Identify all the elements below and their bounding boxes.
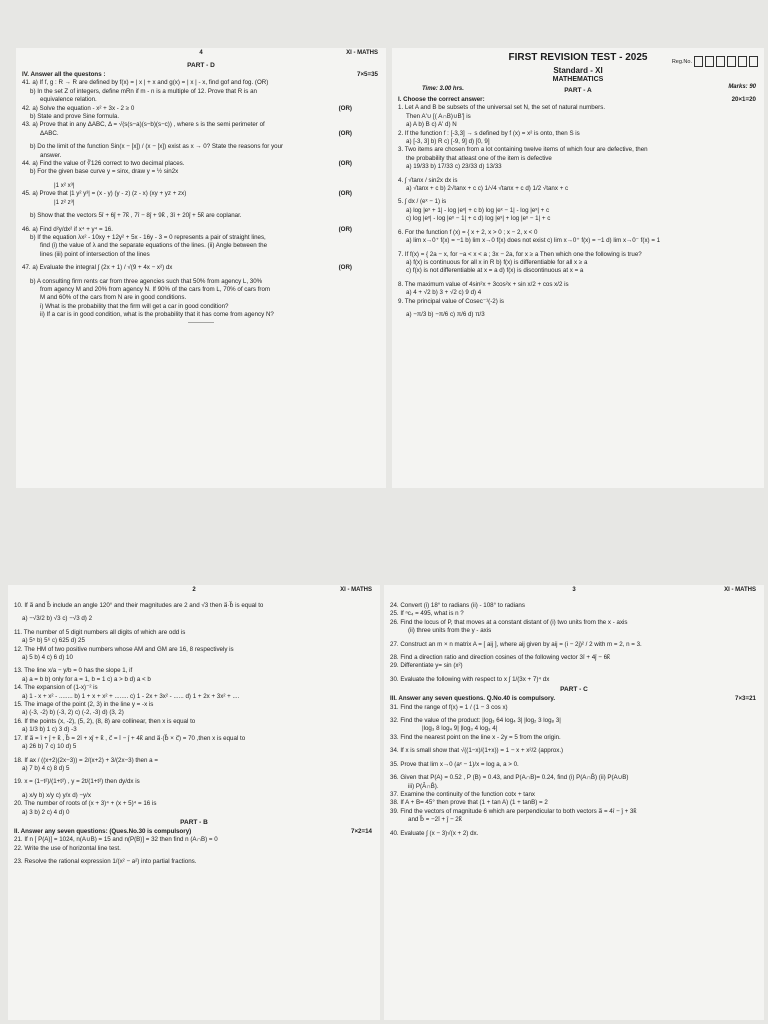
question-line: [8, 709, 380, 717]
question-text: 8. The maximum value of 4sin²x + 3cos²x + sin x/2 + cos x/2 is: [398, 280, 569, 288]
question-text: 27. Construct an m × n matrix A = [ aij ], where aij given by aij = (i − 2j)² / 2 with m = 2, n = 3.: [390, 640, 642, 648]
question-text: 12. The HM of two positive numbers whose AM and GM are 16, 8 respectively is: [14, 645, 234, 653]
question-text: 46. a) Find d²y/dx² if x⁴ + y⁴ = 16.: [22, 225, 113, 233]
question-line: [392, 177, 764, 185]
subject-label: XI - MATHS: [346, 50, 378, 56]
question-line: [8, 615, 380, 623]
question-line: [384, 627, 764, 635]
part-heading: PART - A: [564, 87, 592, 94]
question-text: |1 x² x³|: [54, 181, 75, 189]
marks-label: Marks: 90: [728, 84, 756, 90]
question-line: [392, 130, 764, 138]
question-text: 21. If n [ P(A)] = 1024, n(A∪B) = 15 and n(P(B)] = 32 then find n (A∩B) = 0: [14, 836, 218, 844]
question-text: a) 7 b) 4 c) 8 d) 5: [22, 764, 70, 772]
question-text: 45. a) Prove that |1 y² y³| = (x - y) (y - z) (z - x) (xy + yz + zx): [22, 190, 187, 198]
question-line: [392, 163, 764, 171]
question-text: i) What is the probability that the firm will get a car in good condition?: [40, 302, 229, 310]
question-text: a) (-3, -2) b) (-3, 2) c) (-2, -3) d) (3, 2): [22, 709, 124, 717]
question-line: [16, 226, 386, 234]
question-line: [8, 792, 380, 800]
question-line: [16, 294, 386, 302]
question-text: 17. If a⃗ = î + ĵ + k̂ , b⃗ = 2î + xĵ + k̂ , c⃗ = î − ĵ + 4k̂ and a⃗·(b⃗ × c⃗) = 70 ,then x is equal to: [14, 734, 246, 742]
question-line: [384, 654, 764, 662]
reg-box: [749, 56, 758, 67]
question-line: [16, 121, 386, 129]
reg-no-label: Reg.No.: [671, 58, 692, 65]
question-text: 42. a) Solve the equation - x² + 3x - 2 ≥ 0: [22, 104, 135, 112]
question-list: [392, 104, 764, 319]
question-line: [16, 190, 386, 198]
question-text: a) x/y b) x/y c) y/x d) −y/x: [22, 791, 91, 799]
reg-box: [716, 56, 725, 67]
question-line: [8, 778, 380, 786]
question-line: [16, 234, 386, 242]
question-line: [384, 816, 764, 824]
section-heading: [8, 828, 380, 836]
question-text: iii) P(Ā∩B̄).: [408, 782, 439, 790]
question-text: b) A consulting firm rents car from three agencies such that 50% from agency L, 30%: [30, 277, 263, 285]
page-number: 3: [572, 587, 576, 593]
question-text: 39. Find the vectors of magnitude 6 which are perpendicular to both vectors a⃗ = 4î − ĵ + 3k̂: [390, 807, 637, 815]
question-text: 3. Two items are chosen from a lot containing twelve items of which four are defective, then: [398, 146, 648, 154]
question-line: [384, 725, 764, 733]
question-line: [384, 662, 764, 670]
question-line: [392, 311, 764, 319]
question-text: b) For the given base curve y = sinx, draw y = ½ sin2x: [30, 168, 179, 176]
question-text: 22. Write the use of horizontal line test.: [14, 844, 121, 852]
question-text: 32. Find the value of the product: |log₃ 64 log₄ 3| |log₂ 3 log₈ 3|: [390, 717, 561, 725]
question-line: [16, 88, 386, 96]
test-title: FIRST REVISION TEST - 2025: [508, 52, 648, 63]
question-line: [8, 735, 380, 743]
question-text: a) −√3/2 b) √3 c) −√3 d) 2: [22, 615, 93, 623]
question-line: [392, 113, 764, 121]
question-text: the probability that atleast one of the item is defective: [406, 154, 552, 162]
page-3: [384, 585, 764, 1020]
question-text: 7. If f(x) = { 2a − x, for −a < x < a ; 3x − 2a, for x ≥ a Then which one the following is true?: [398, 250, 642, 258]
question-text: a) f(x) is continuous for all x in R b) f(x) is differentiable for all x ≥ a: [406, 258, 588, 266]
question-text: 9. The principal value of Cosec⁻¹(-2) is: [398, 297, 504, 305]
question-line: [384, 747, 764, 755]
standard-label: Standard - XI: [553, 66, 603, 75]
section-heading: [16, 71, 386, 79]
page-2: [8, 585, 380, 1020]
question-line: [8, 602, 380, 610]
question-line: [8, 693, 380, 701]
question-text: 41. a) If f, g : R → R are defined by f(x) = | x | + x and g(x) = | x | - x, find gof and fog. (OR): [22, 79, 269, 87]
question-line: [8, 800, 380, 808]
question-text: 47. a) Evaluate the integral ∫ (2x + 1) / √(9 + 4x − x²) dx: [22, 264, 173, 272]
page-number: 2: [192, 587, 196, 593]
question-text: b) Show that the vectors 5î + 6ĵ + 7k̂ , 7î − 8ĵ + 9k̂ , 3î + 20ĵ + 5k̂ are coplanar.: [30, 212, 242, 220]
question-text: 15. The image of the point (2, 3) in the line y = -x is: [14, 701, 154, 709]
question-line: [384, 774, 764, 782]
question-text: b) State and prove Sine formula.: [30, 113, 120, 121]
question-line: [16, 278, 386, 286]
question-text: a) log |eˣ + 1| - log |eˣ| + c b) log |eˣ − 1| - log |eˣ| + c: [406, 206, 550, 214]
question-line: [8, 726, 380, 734]
question-text: 38. If A + B= 45° then prove that (1 + tan A) (1 + tanB) = 2: [390, 799, 548, 807]
question-text: answer.: [40, 151, 62, 159]
or-label: (OR): [338, 129, 352, 137]
page-header: [16, 48, 386, 60]
question-text: ΔABC.: [40, 129, 59, 137]
question-text: 14. The expansion of (1-x)⁻² is: [14, 684, 98, 692]
page-header: [8, 585, 380, 597]
question-text: M and 60% of the cars from N are in good conditions.: [40, 294, 187, 302]
question-text: 24. Convert (i) 18° to radians (ii) - 108° to radians: [390, 602, 525, 609]
question-line: [392, 215, 764, 223]
question-text: a) −π/3 b) −π/6 c) π/6 d) π/3: [406, 310, 485, 318]
or-label: (OR): [338, 264, 352, 272]
time-label: Time: 3.00 hrs.: [422, 86, 464, 92]
question-text: b) If the equation λx² - 10xy + 12y² + 5x - 16y - 3 = 0 represents a pair of straight lines,: [30, 233, 266, 241]
question-text: 23. Resolve the rational expression 1/(x² − a²) into partial fractions.: [14, 858, 197, 866]
section-text: IV. Answer all the questons :: [22, 71, 106, 78]
part-heading: PART - D: [187, 62, 215, 69]
question-text: 25. If ⁿc₄ = 495, what is n ?: [390, 610, 464, 618]
question-line: [392, 198, 764, 206]
question-line: [16, 143, 386, 151]
question-line: [8, 845, 380, 853]
question-line: [384, 641, 764, 649]
question-line: [392, 155, 764, 163]
question-text: ii) If a car is in good condition, what is the probability that it has come from agency N?: [40, 311, 274, 319]
or-label: (OR): [338, 190, 352, 198]
section-heading: [392, 96, 764, 104]
question-text: a) a = b b) only for a = 1, b = 1 c) a > b d) a < b: [22, 675, 151, 683]
question-line: [16, 105, 386, 113]
question-line: [384, 602, 764, 610]
question-line: [384, 783, 764, 791]
section-text: I. Choose the correct answer:: [398, 96, 485, 103]
question-text: lines (iii) point of intersection of the lines: [40, 250, 150, 258]
page-header: [384, 585, 764, 597]
question-line: [8, 676, 380, 684]
question-line: [16, 311, 386, 319]
page-1: [392, 48, 764, 488]
question-line: [16, 152, 386, 160]
question-line: [8, 629, 380, 637]
page-number: 4: [199, 50, 203, 56]
section-marks: 20×1=20: [731, 96, 756, 103]
question-line: [8, 718, 380, 726]
reg-no-field: [672, 56, 758, 67]
question-text: 13. The line x/a − y/b = 0 has the slope 1, if: [14, 667, 133, 675]
question-line: [392, 138, 764, 146]
page-4: [16, 48, 386, 488]
question-line: [16, 286, 386, 294]
question-line: [16, 130, 386, 138]
section-heading: [384, 695, 764, 703]
question-text: 29. Differentiate y= sin (x²): [390, 662, 463, 670]
question-line: [8, 701, 380, 709]
question-text: 30. Evaluate the following with respect to x ∫ 1/(3x + 7)⁴ dx: [390, 675, 550, 683]
question-line: [392, 259, 764, 267]
question-line: [16, 303, 386, 311]
question-line: [8, 765, 380, 773]
question-line: [384, 717, 764, 725]
question-line: [8, 757, 380, 765]
question-line: [16, 199, 386, 207]
question-text: 26. Find the locus of P, that moves at a constant distant of (i) two units from the x - axis: [390, 618, 628, 626]
question-text: 5. ∫ dx / (eˣ − 1) is: [398, 198, 447, 206]
question-line: [16, 160, 386, 168]
question-text: from agency M and 20% from agency N. If 90% of the cars from L, 70% of cars from: [40, 285, 271, 293]
question-line: [8, 637, 380, 645]
part-heading: PART - C: [560, 686, 588, 694]
question-line: [384, 799, 764, 807]
question-text: a) 4 + √2 b) 3 + √2 c) 9 d) 4: [406, 289, 482, 297]
question-text: c) log |eˣ| - log |eˣ − 1| + c d) log |eˣ| + log |eˣ − 1| + c: [406, 215, 551, 223]
section-marks: 7×3=21: [735, 695, 756, 703]
reg-box: [705, 56, 714, 67]
question-text: find (i) the value of λ and the separate equations of the lines. (ii) Angle between the: [40, 242, 268, 250]
question-list: [16, 79, 386, 319]
question-text: a) √tanx + c b) 2√tanx + c c) 1/√4 √tanx + c d) 1/2 √tanx + c: [406, 185, 569, 193]
question-text: |1 z² z³|: [54, 198, 75, 206]
question-text: 4. ∫ √tanx / sin2x dx is: [398, 176, 458, 184]
question-line: [16, 182, 386, 190]
question-text: a) 5 b) 4 c) 6 d) 10: [22, 654, 73, 662]
question-line: [16, 79, 386, 87]
question-text: 11. The number of 5 digit numbers all digits of which are odd is: [14, 628, 186, 636]
question-text: (ii) three units from the y - axis: [408, 627, 492, 635]
question-line: [8, 684, 380, 692]
question-line: [16, 113, 386, 121]
question-line: [392, 146, 764, 154]
question-text: 35. Prove that lim x→0 (aˣ − 1)/x = log a, a > 0.: [390, 760, 519, 768]
question-line: [384, 734, 764, 742]
question-text: 1. Let A and B be subsets of the universal set N, the set of natural numbers.: [398, 104, 606, 112]
question-text: 6. For the function f (x) = { x + 2, x > 0 ; x − 2, x < 0: [398, 228, 538, 236]
question-text: 43. a) Prove that in any ΔABC, Δ = √(s(s−a)(s−b)(s−c)) , where s is the semi perimeter of: [22, 121, 265, 129]
question-line: [384, 610, 764, 618]
question-text: a) 3 b) 2 c) 4 d) 0: [22, 808, 70, 816]
question-line: [392, 207, 764, 215]
question-text: equivalence relation.: [40, 96, 97, 104]
question-text: 44. a) Find the value of ∛126 correct to two decimal places.: [22, 160, 185, 168]
part-heading: PART - B: [180, 818, 208, 826]
question-line: [392, 289, 764, 297]
end-marker: -------------: [188, 319, 214, 326]
question-text: a) 5⁵ b) 5⁶ c) 625 d) 25: [22, 637, 85, 645]
section-text: II. Answer any seven questions: (Ques.No.30 is compulsory): [14, 827, 192, 835]
question-text: a) 26 b) 7 c) 10 d) 5: [22, 743, 77, 751]
question-text: 16. If the points (x, -2), (5, 2), (8, 8) are collinear, then x is equal to: [14, 717, 196, 725]
question-text: 37. Examine the continuity of the function cotx + tanx: [390, 790, 535, 798]
question-line: [16, 212, 386, 220]
question-text: 33. Find the nearest point on the line x - 2y = 5 from the origin.: [390, 733, 561, 741]
question-line: [384, 808, 764, 816]
question-text: 31. Find the range of f(x) = 1 / (1 − 3 cos x): [390, 703, 508, 711]
question-text: a) 19/33 b) 17/33 c) 23/33 d) 13/33: [406, 163, 502, 171]
question-list: [384, 602, 764, 684]
question-text: 18. If ax / ((x+2)(2x−3)) = 2/(x+2) + 3/(2x−3) then a =: [14, 756, 158, 764]
question-text: |log₃ 8 log₄ 9| |log₃ 4 log₃ 4|: [422, 725, 498, 733]
question-line: [392, 281, 764, 289]
section-marks: 7×2=14: [351, 827, 372, 835]
question-line: [392, 267, 764, 275]
question-line: [392, 185, 764, 193]
question-line: [16, 242, 386, 250]
section-text: III. Answer any seven questions. Q.No.40 is compulsory.: [390, 695, 556, 703]
question-text: 20. The number of roots of (x + 3)⁴ + (x + 5)⁴ = 16 is: [14, 800, 157, 808]
question-line: [8, 667, 380, 675]
question-line: [16, 264, 386, 272]
reg-box: [738, 56, 747, 67]
question-text: and b⃗ = −2î + ĵ − 2k̂: [408, 816, 462, 824]
question-text: 34. If x is small show that √((1−x)/(1+x)) = 1 − x + x²/2 (approx.): [390, 747, 564, 755]
question-text: 40. Evaluate ∫ (x − 3)√(x + 2) dx.: [390, 829, 479, 837]
question-line: [392, 229, 764, 237]
question-text: a) lim x→0⁺ f(x) = −1 b) lim x→0 f(x) does not exist c) lim x→0⁺ f(x) = −1 d) lim x→0⁻ f(x) = 1: [406, 237, 661, 245]
question-text: 19. x = (1−t²)/(1+t²) , y = 2t/(1+t²) then dy/dx is: [14, 778, 140, 786]
question-list: [8, 836, 380, 866]
question-text: a) A b) B c) A' d) N: [406, 121, 457, 129]
question-line: [16, 251, 386, 259]
question-line: [16, 168, 386, 176]
question-line: [384, 830, 764, 838]
question-line: [392, 237, 764, 245]
question-text: a) 1/3 b) 1 c) 3 d) -3: [22, 726, 77, 734]
question-text: 10. If a⃗ and b⃗ include an angle 120° and their magnitudes are 2 and √3 then a⃗·b⃗ is equal to: [14, 602, 264, 609]
or-label: (OR): [338, 104, 352, 112]
question-text: b) Do the limit of the function Sin(x − [x]) / (x − [x]) exist as x → 0? State the reasons for your: [30, 143, 284, 151]
subject-label: XI - MATHS: [724, 587, 756, 593]
question-text: 28. Find a direction ratio and direction cosines of the following vector 3î + 4ĵ − 6k̂: [390, 654, 611, 662]
subject-label: XI - MATHS: [340, 587, 372, 593]
section-marks: 7×5=35: [357, 71, 378, 78]
question-list: [8, 602, 380, 817]
question-line: [16, 96, 386, 104]
question-line: [8, 809, 380, 817]
question-line: [384, 619, 764, 627]
or-label: (OR): [338, 225, 352, 233]
question-text: Then A'∪ [( A∩B)∪B'] is: [406, 112, 471, 120]
question-line: [384, 791, 764, 799]
question-line: [8, 654, 380, 662]
question-line: [392, 121, 764, 129]
question-line: [392, 298, 764, 306]
question-line: [8, 858, 380, 866]
question-text: c) f(x) is not differentiable at x = a d) f(x) is discontinuous at x = a: [406, 267, 584, 275]
question-line: [8, 836, 380, 844]
question-line: [8, 743, 380, 751]
question-line: [8, 646, 380, 654]
question-line: [392, 251, 764, 259]
question-text: b) In the set Z of integers, define mRn if m - n is a multiple of 12. Prove that R is an: [30, 87, 257, 95]
question-line: [384, 676, 764, 684]
question-text: 36. Given that P(A) = 0.52 , P (B) = 0.43, and P(A∩B)= 0.24, find (i) P(A∩B̄) (ii) P(A∪B): [390, 774, 629, 782]
subject-title: MATHEMATICS: [552, 76, 604, 83]
question-text: a) 1 - x + x² - ........ b) 1 + x + x² + ........ c) 1 - 2x + 3x² - ...... d) 1 + 2x + 3x² + ....: [22, 692, 240, 700]
reg-box: [727, 56, 736, 67]
reg-box: [694, 56, 703, 67]
question-line: [384, 704, 764, 712]
question-text: a) [-3, 3] b) R c) [-9, 9] d) [0, 9]: [406, 138, 490, 146]
question-text: 2. If the function f : [-3,3] → s defined by f (x) = x² is onto, then S is: [398, 129, 580, 137]
question-list: [384, 704, 764, 838]
question-line: [392, 104, 764, 112]
or-label: (OR): [338, 160, 352, 168]
question-line: [384, 761, 764, 769]
